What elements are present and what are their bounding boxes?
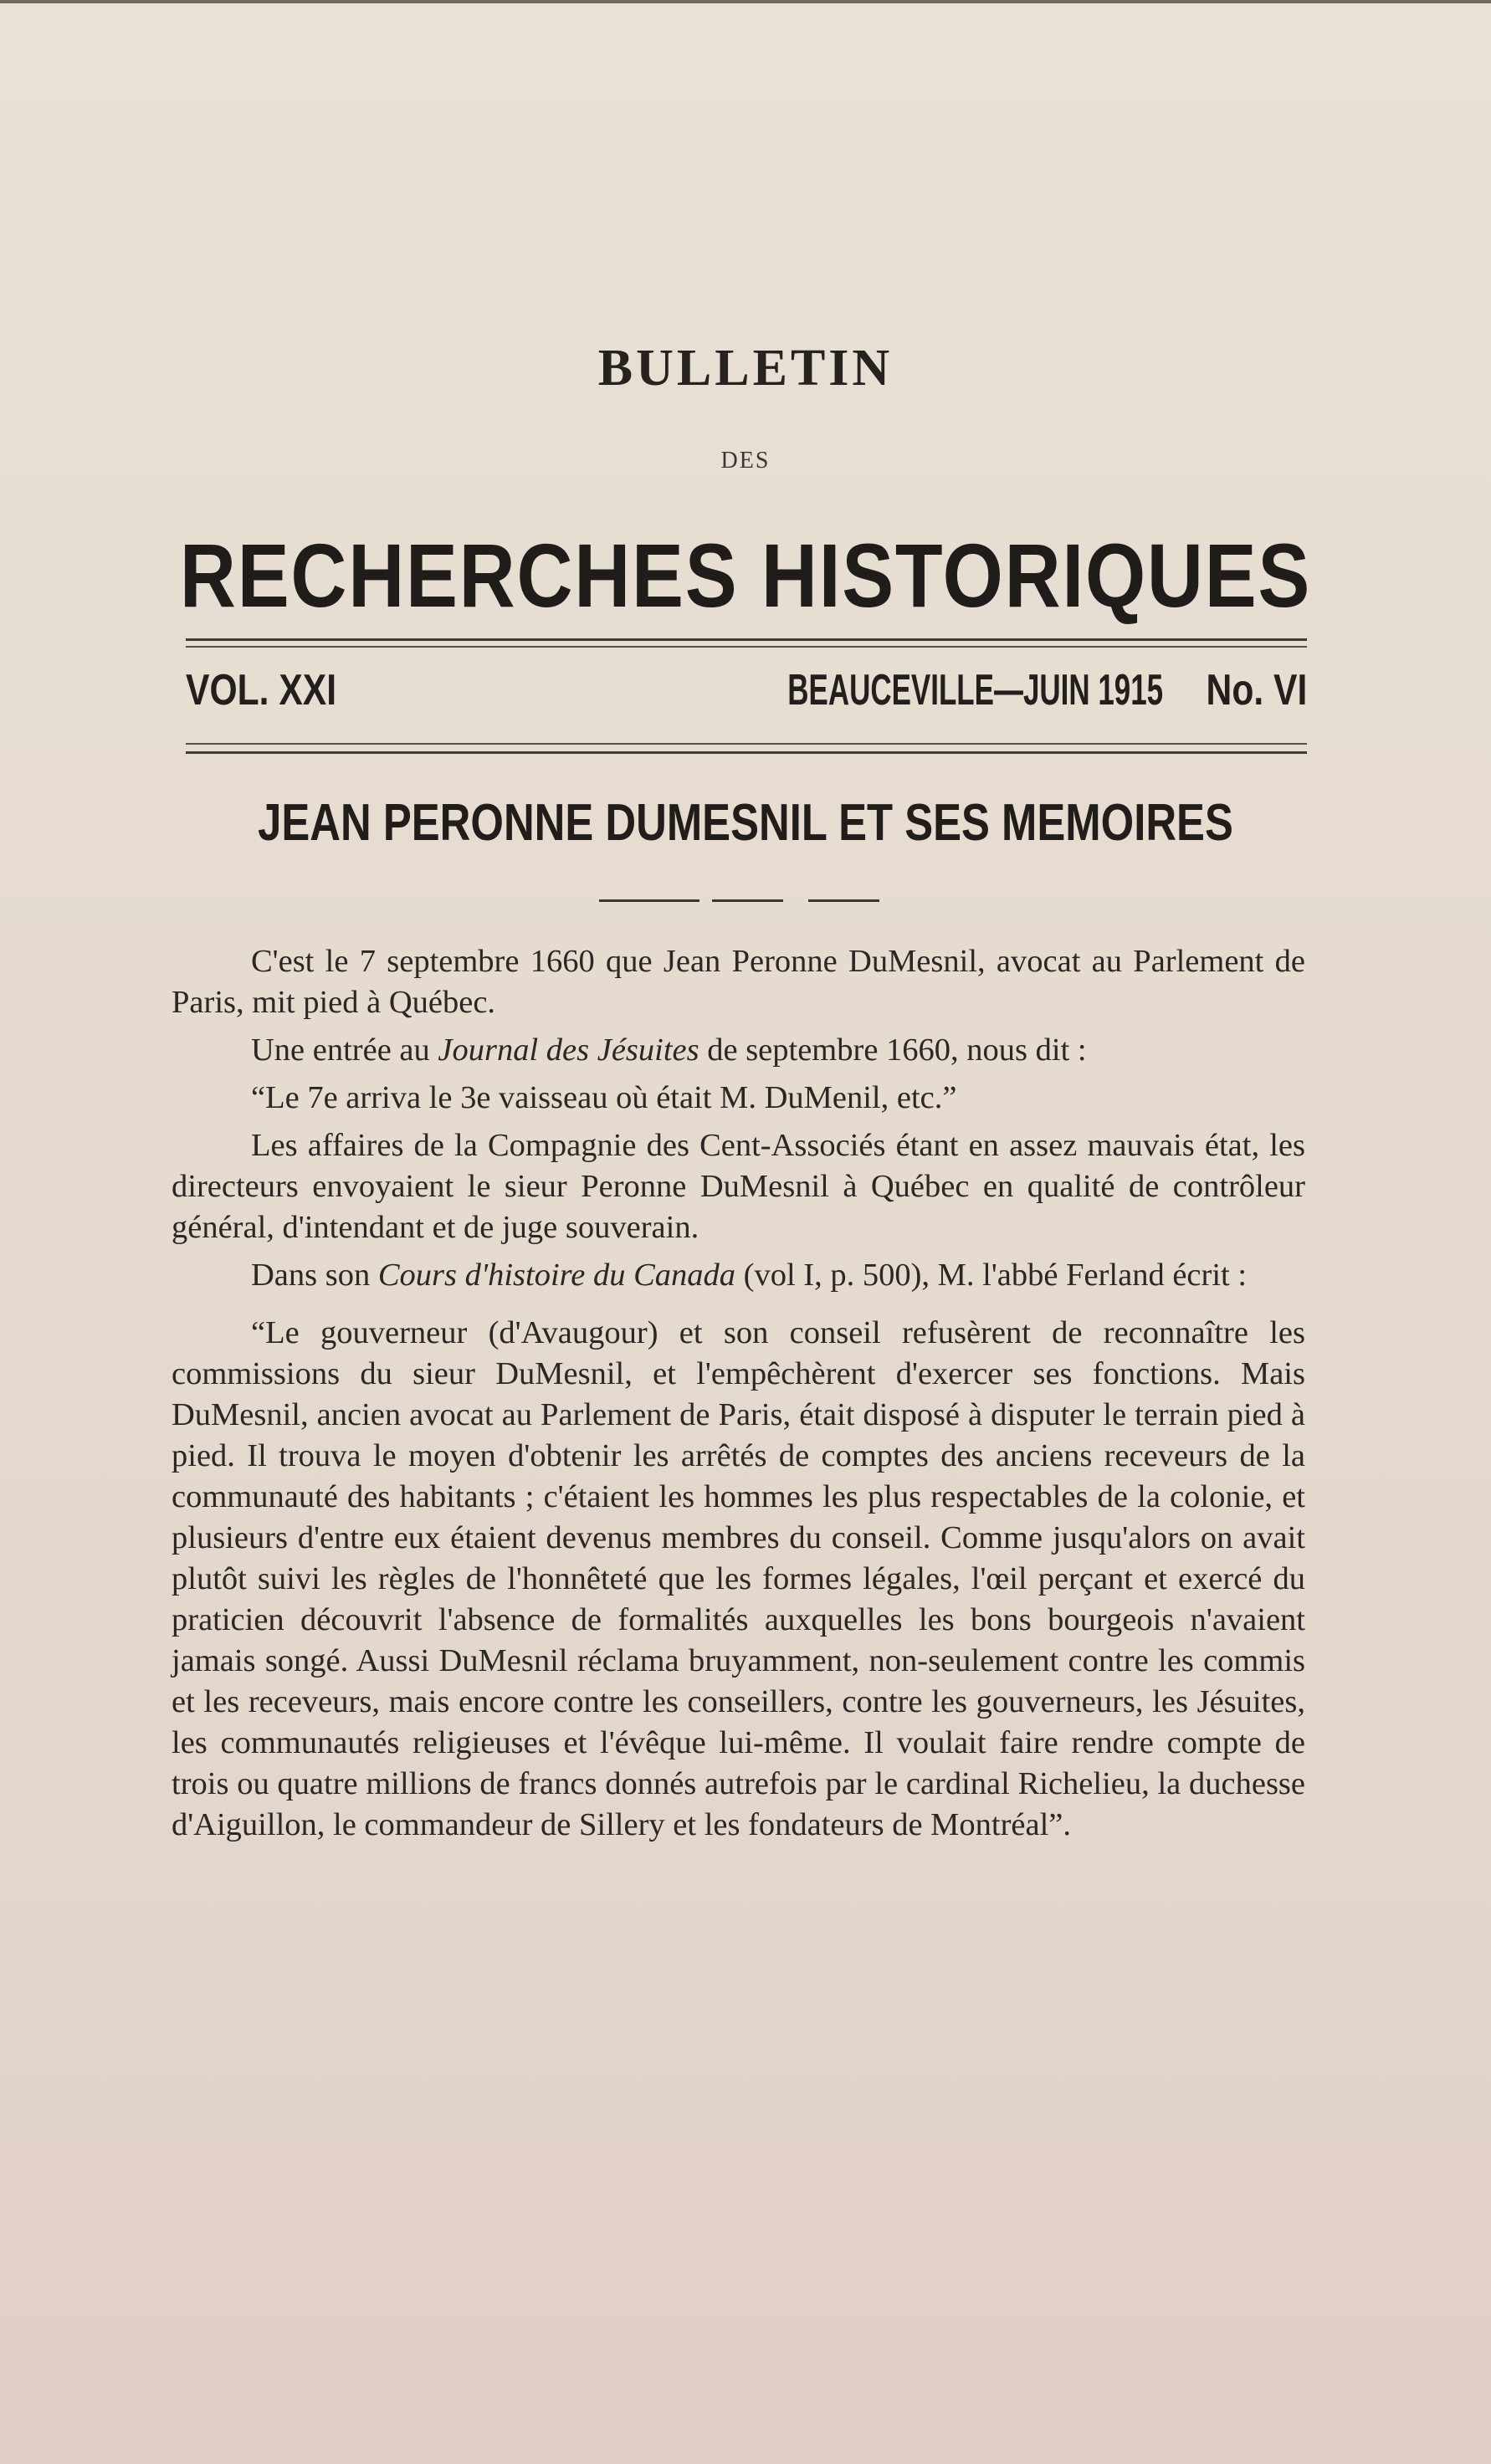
paragraph-6-quote: “Le gouverneur (d'Avaugour) et son conseil refusèrent de reconnaître les commissions du sieur DuMesnil, et l'empêchèrent d'exercer ses fonctions. Mais DuMesnil, ancien avocat au Parlement de Paris, était disposé à disputer le terrain pied à pied. Il trouva le moyen d'obtenir les arrêtés de comptes des anciens receveurs de la communauté des habitants ; c'étaient les hommes les plus respectables de la colonie, et plusieurs d'entre eux étaient devenus membres du conseil. Comme jusqu'alors on avait plutôt suivi les règles de l'honnêteté que les formes légales, l'œil perçant et exercé du praticien découvrit l'absence de formalités auxquelles les bons bourgeois n'avaient jamais songé. Aussi DuMesnil réclama bruyamment, non-seulement contre les commis et les receveurs, mais encore contre les conseillers, contre les gouverneurs, les Jésuites, les communautés religieuses et l'évêque lui-même. Il voulait faire rendre compte de trois ou quatre millions de francs donnés autrefois par le cardinal Richelieu, la duchesse d'Aiguillon, le commandeur de Sillery et les fondateurs de Montréal”. [172, 1315, 1305, 1842]
paragraph-2-text-b: de septembre 1660, nous dit : [699, 1032, 1087, 1068]
separator-dash [712, 899, 783, 902]
paragraph-2 [172, 1030, 1305, 1071]
title-separator [599, 899, 884, 903]
issue-number-label: No. VI [1206, 666, 1307, 715]
paragraph-2-text-a: Une entrée au [251, 1032, 438, 1068]
paragraph-5-text-a: Dans son [251, 1258, 378, 1293]
paragraph-1: C'est le 7 septembre 1660 que Jean Peronne DuMesnil, avocat au Parlement de Paris, mit pied à Québec. [172, 944, 1305, 1020]
paragraph-5 [172, 1255, 1305, 1296]
masthead-rule-top [186, 638, 1307, 641]
place-date-label: BEAUCEVILLE—JUIN 1915 [787, 666, 1164, 715]
article-title: JEAN PERONNE DUMESNIL ET SES MEMOIRES [258, 794, 1233, 852]
journal-des-jesuites-citation: Journal des Jésuites [438, 1032, 699, 1068]
paragraph-4: Les affaires de la Compagnie des Cent-Associés étant en assez mauvais état, les directeurs envoyaient le sieur Peronne DuMesnil à Québec en qualité de contrôleur général, d'intendant et de juge souverain. [172, 1128, 1305, 1245]
page-top-edge [0, 0, 1491, 3]
journal-title-bulletin: BULLETIN [597, 340, 894, 397]
journal-title-des: DES [720, 448, 771, 474]
cours-histoire-citation: Cours d'histoire du Canada [377, 1258, 736, 1293]
masthead-rule-bottom [186, 751, 1307, 754]
issue-info-row [186, 665, 1307, 724]
volume-label: VOL. XXI [186, 666, 337, 715]
masthead-rule-bottom-thin [186, 743, 1307, 745]
paragraph-3-quote: “Le 7e arriva le 3e vaisseau où était M. DuMenil, etc.” [251, 1080, 957, 1115]
masthead-rule-top-thin [186, 646, 1307, 648]
article-body [172, 941, 1305, 1846]
paragraph-5-text-b: (vol I, p. 500), M. l'abbé Ferland écrit : [735, 1258, 1248, 1293]
separator-dash [808, 899, 879, 902]
journal-title-recherches-historiques: RECHERCHES HISTORIQUES [179, 525, 1312, 626]
separator-dash [599, 899, 699, 902]
